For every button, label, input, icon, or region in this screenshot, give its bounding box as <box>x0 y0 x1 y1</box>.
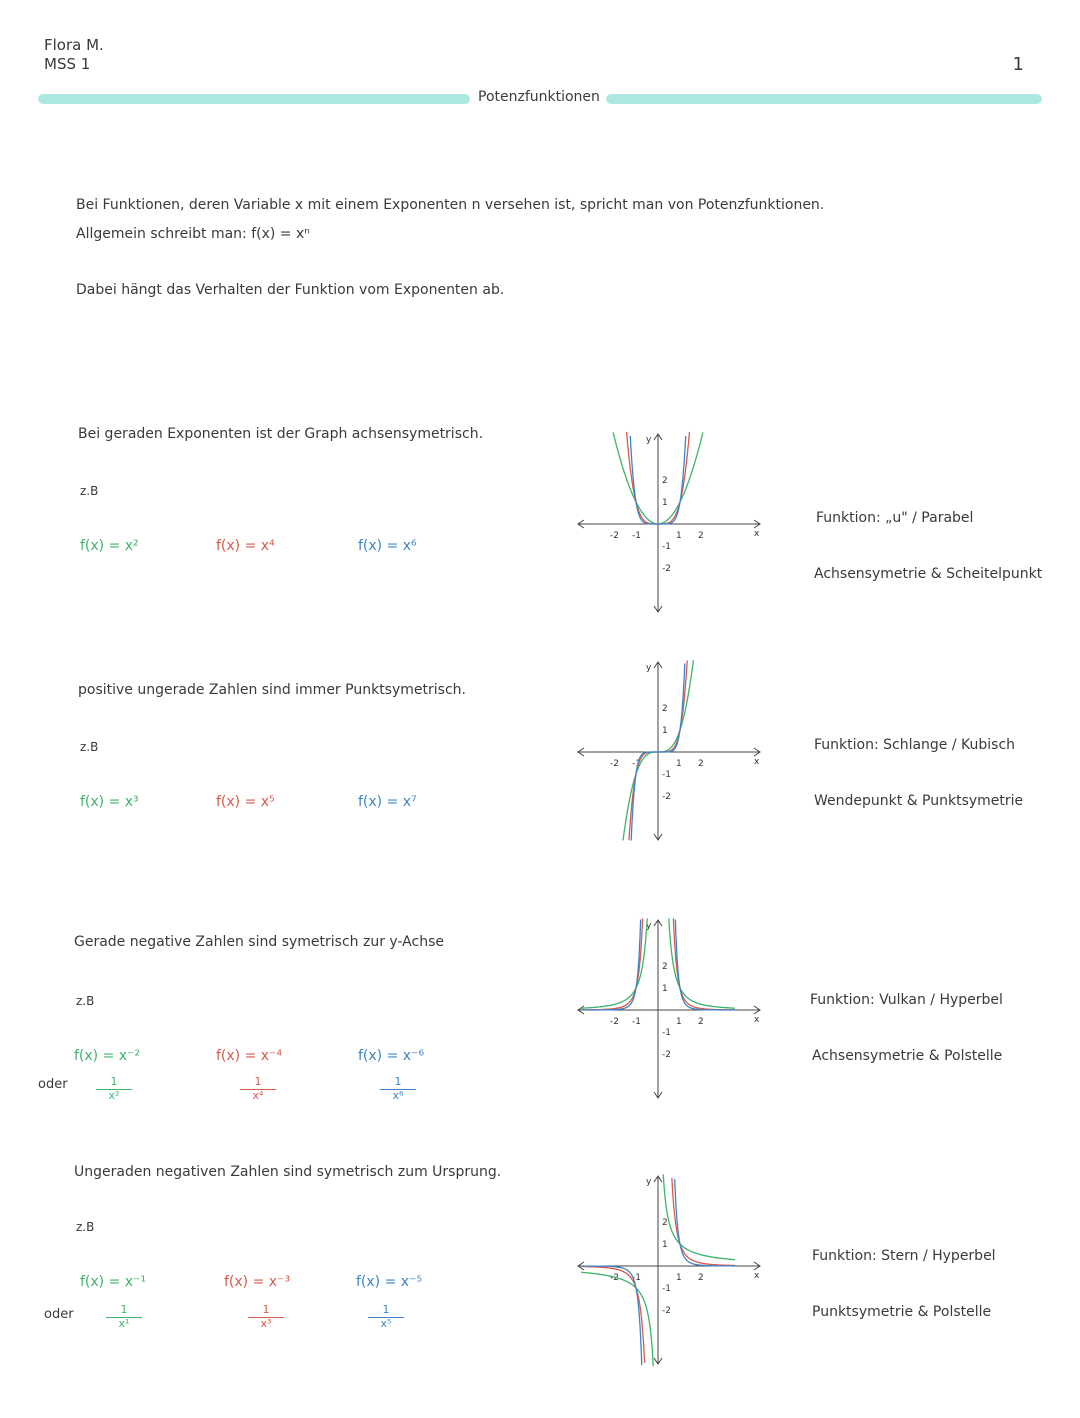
section-4-oder: oder <box>44 1307 74 1322</box>
y-tick-label: -1 <box>662 1284 671 1294</box>
x-tick-label: 2 <box>698 1273 704 1283</box>
series-line-x-6 <box>675 920 735 1011</box>
x-tick-label: -2 <box>610 1017 619 1027</box>
fraction-1-over-x5: $\frac{1}{\text{x⁵}}$ <box>368 1304 404 1330</box>
section-4-note-1: Funktion: Stern / Hyperbel <box>812 1248 996 1264</box>
x-tick-label: -2 <box>610 759 619 769</box>
title-bar-right <box>606 94 1042 104</box>
y-tick-label: -1 <box>662 770 671 780</box>
y-tick-label: 1 <box>662 984 668 994</box>
x-tick-label: -1 <box>632 1017 641 1027</box>
x-tick-label: 2 <box>698 1017 704 1027</box>
x-tick-label: -2 <box>610 1273 619 1283</box>
graph-even-exponents <box>570 420 770 620</box>
y-tick-label: -2 <box>662 1306 671 1316</box>
series-line-x-4 <box>673 918 735 1010</box>
x-axis-label: x <box>754 1271 760 1281</box>
y-tick-label: 1 <box>662 1240 668 1250</box>
x-tick-label: 1 <box>676 1273 682 1283</box>
x-axis-label: x <box>754 757 760 767</box>
y-tick-label: 2 <box>662 1218 668 1228</box>
formula-x6: f(x) = x⁶ <box>358 538 417 554</box>
x-axis-label: x <box>754 1015 760 1025</box>
section-3-zb: z.B <box>76 994 95 1008</box>
section-1-zb: z.B <box>80 484 99 498</box>
formula-x-2: f(x) = x⁻² <box>74 1048 141 1064</box>
formula-x7: f(x) = x⁷ <box>358 794 417 810</box>
y-axis-label: y <box>646 663 652 673</box>
series-line-x-3 <box>672 1178 735 1266</box>
fraction-1-over-x6: $\frac{1}{\text{x⁶}}$ <box>380 1076 416 1102</box>
author-name: Flora M. <box>44 36 104 54</box>
formula-x-4: f(x) = x⁻⁴ <box>216 1048 283 1064</box>
intro-line-2: Allgemein schreibt man: f(x) = xⁿ <box>76 226 310 242</box>
formula-x5: f(x) = x⁵ <box>216 794 275 810</box>
formula-x-3: f(x) = x⁻³ <box>224 1274 291 1290</box>
y-axis-label: y <box>646 1177 652 1187</box>
section-2-heading: positive ungerade Zahlen sind immer Punktsymetrisch. <box>78 682 466 698</box>
x-tick-label: 2 <box>698 531 704 541</box>
y-tick-label: 2 <box>662 476 668 486</box>
section-4-note-2: Punktsymetrie & Polstelle <box>812 1304 992 1320</box>
fraction-1-over-x2: $\frac{1}{\text{x²}}$ <box>96 1076 132 1102</box>
y-tick-label: 2 <box>662 704 668 714</box>
x-axis-label: x <box>754 529 760 539</box>
class-name: MSS 1 <box>44 55 91 73</box>
series-line-x-1 <box>581 1272 653 1366</box>
section-1-note-1: Funktion: „u" / Parabel <box>816 510 974 526</box>
x-tick-label: 1 <box>676 531 682 541</box>
section-2-note-2: Wendepunkt & Punktsymetrie <box>814 793 1024 809</box>
intro-line-3: Dabei hängt das Verhalten der Funktion vom Exponenten ab. <box>76 282 505 298</box>
section-2-zb: z.B <box>80 740 99 754</box>
x-tick-label: -2 <box>610 531 619 541</box>
section-3-note-2: Achsensymetrie & Polstelle <box>812 1048 1003 1064</box>
formula-x2: f(x) = x² <box>80 538 139 554</box>
x-tick-label: -1 <box>632 759 641 769</box>
series-line-x-2 <box>669 918 735 1008</box>
section-3-oder: oder <box>38 1077 68 1092</box>
intro-line-1: Bei Funktionen, deren Variable x mit einem Exponenten n versehen ist, spricht man von Potenzfunktionen. <box>76 197 825 213</box>
page-title: Potenzfunktionen <box>478 89 600 105</box>
formula-x4: f(x) = x⁴ <box>216 538 275 554</box>
graph-odd-negative-exponents <box>570 1162 770 1372</box>
y-tick-label: -1 <box>662 542 671 552</box>
series-line-x-4 <box>581 918 643 1010</box>
y-tick-label: -2 <box>662 792 671 802</box>
y-tick-label: -1 <box>662 1028 671 1038</box>
author-block <box>44 36 104 74</box>
section-3-heading: Gerade negative Zahlen sind symetrisch zur y-Achse <box>74 934 444 950</box>
section-1-heading: Bei geraden Exponenten ist der Graph achsensymetrisch. <box>78 426 484 442</box>
formula-x-6: f(x) = x⁻⁶ <box>358 1048 425 1064</box>
series-line-x-6 <box>581 920 641 1011</box>
section-2-note-1: Funktion: Schlange / Kubisch <box>814 737 1016 753</box>
section-4-heading: Ungeraden negativen Zahlen sind symetrisch zum Ursprung. <box>74 1164 502 1180</box>
title-bar-left <box>38 94 470 104</box>
x-tick-label: 1 <box>676 759 682 769</box>
y-tick-label: -2 <box>662 1050 671 1060</box>
formula-x-5: f(x) = x⁻⁵ <box>356 1274 423 1290</box>
y-tick-label: 1 <box>662 726 668 736</box>
page-number: 1 <box>1012 54 1024 75</box>
series-line-x-1 <box>663 1174 735 1259</box>
y-axis-label: y <box>646 921 652 931</box>
x-tick-label: 2 <box>698 759 704 769</box>
formula-x-1: f(x) = x⁻¹ <box>80 1274 147 1290</box>
section-4-zb: z.B <box>76 1220 95 1234</box>
x-tick-label: -1 <box>632 1273 641 1283</box>
series-line-x-2 <box>581 918 647 1008</box>
section-3-note-1: Funktion: Vulkan / Hyperbel <box>810 992 1003 1008</box>
fraction-1-over-x1: $\frac{1}{\text{x¹}}$ <box>106 1304 142 1330</box>
graph-odd-exponents <box>570 648 770 848</box>
x-tick-label: 1 <box>676 1017 682 1027</box>
section-1-note-2: Achsensymetrie & Scheitelpunkt <box>814 566 1043 582</box>
fraction-1-over-x3: $\frac{1}{\text{x³}}$ <box>248 1304 284 1330</box>
fraction-1-over-x4: $\frac{1}{\text{x⁴}}$ <box>240 1076 276 1102</box>
x-tick-label: -1 <box>632 531 641 541</box>
y-tick-label: -2 <box>662 564 671 574</box>
y-tick-label: 1 <box>662 498 668 508</box>
graph-even-negative-exponents <box>570 906 770 1106</box>
formula-x3: f(x) = x³ <box>80 794 139 810</box>
y-axis-label: y <box>646 435 652 445</box>
y-tick-label: 2 <box>662 962 668 972</box>
